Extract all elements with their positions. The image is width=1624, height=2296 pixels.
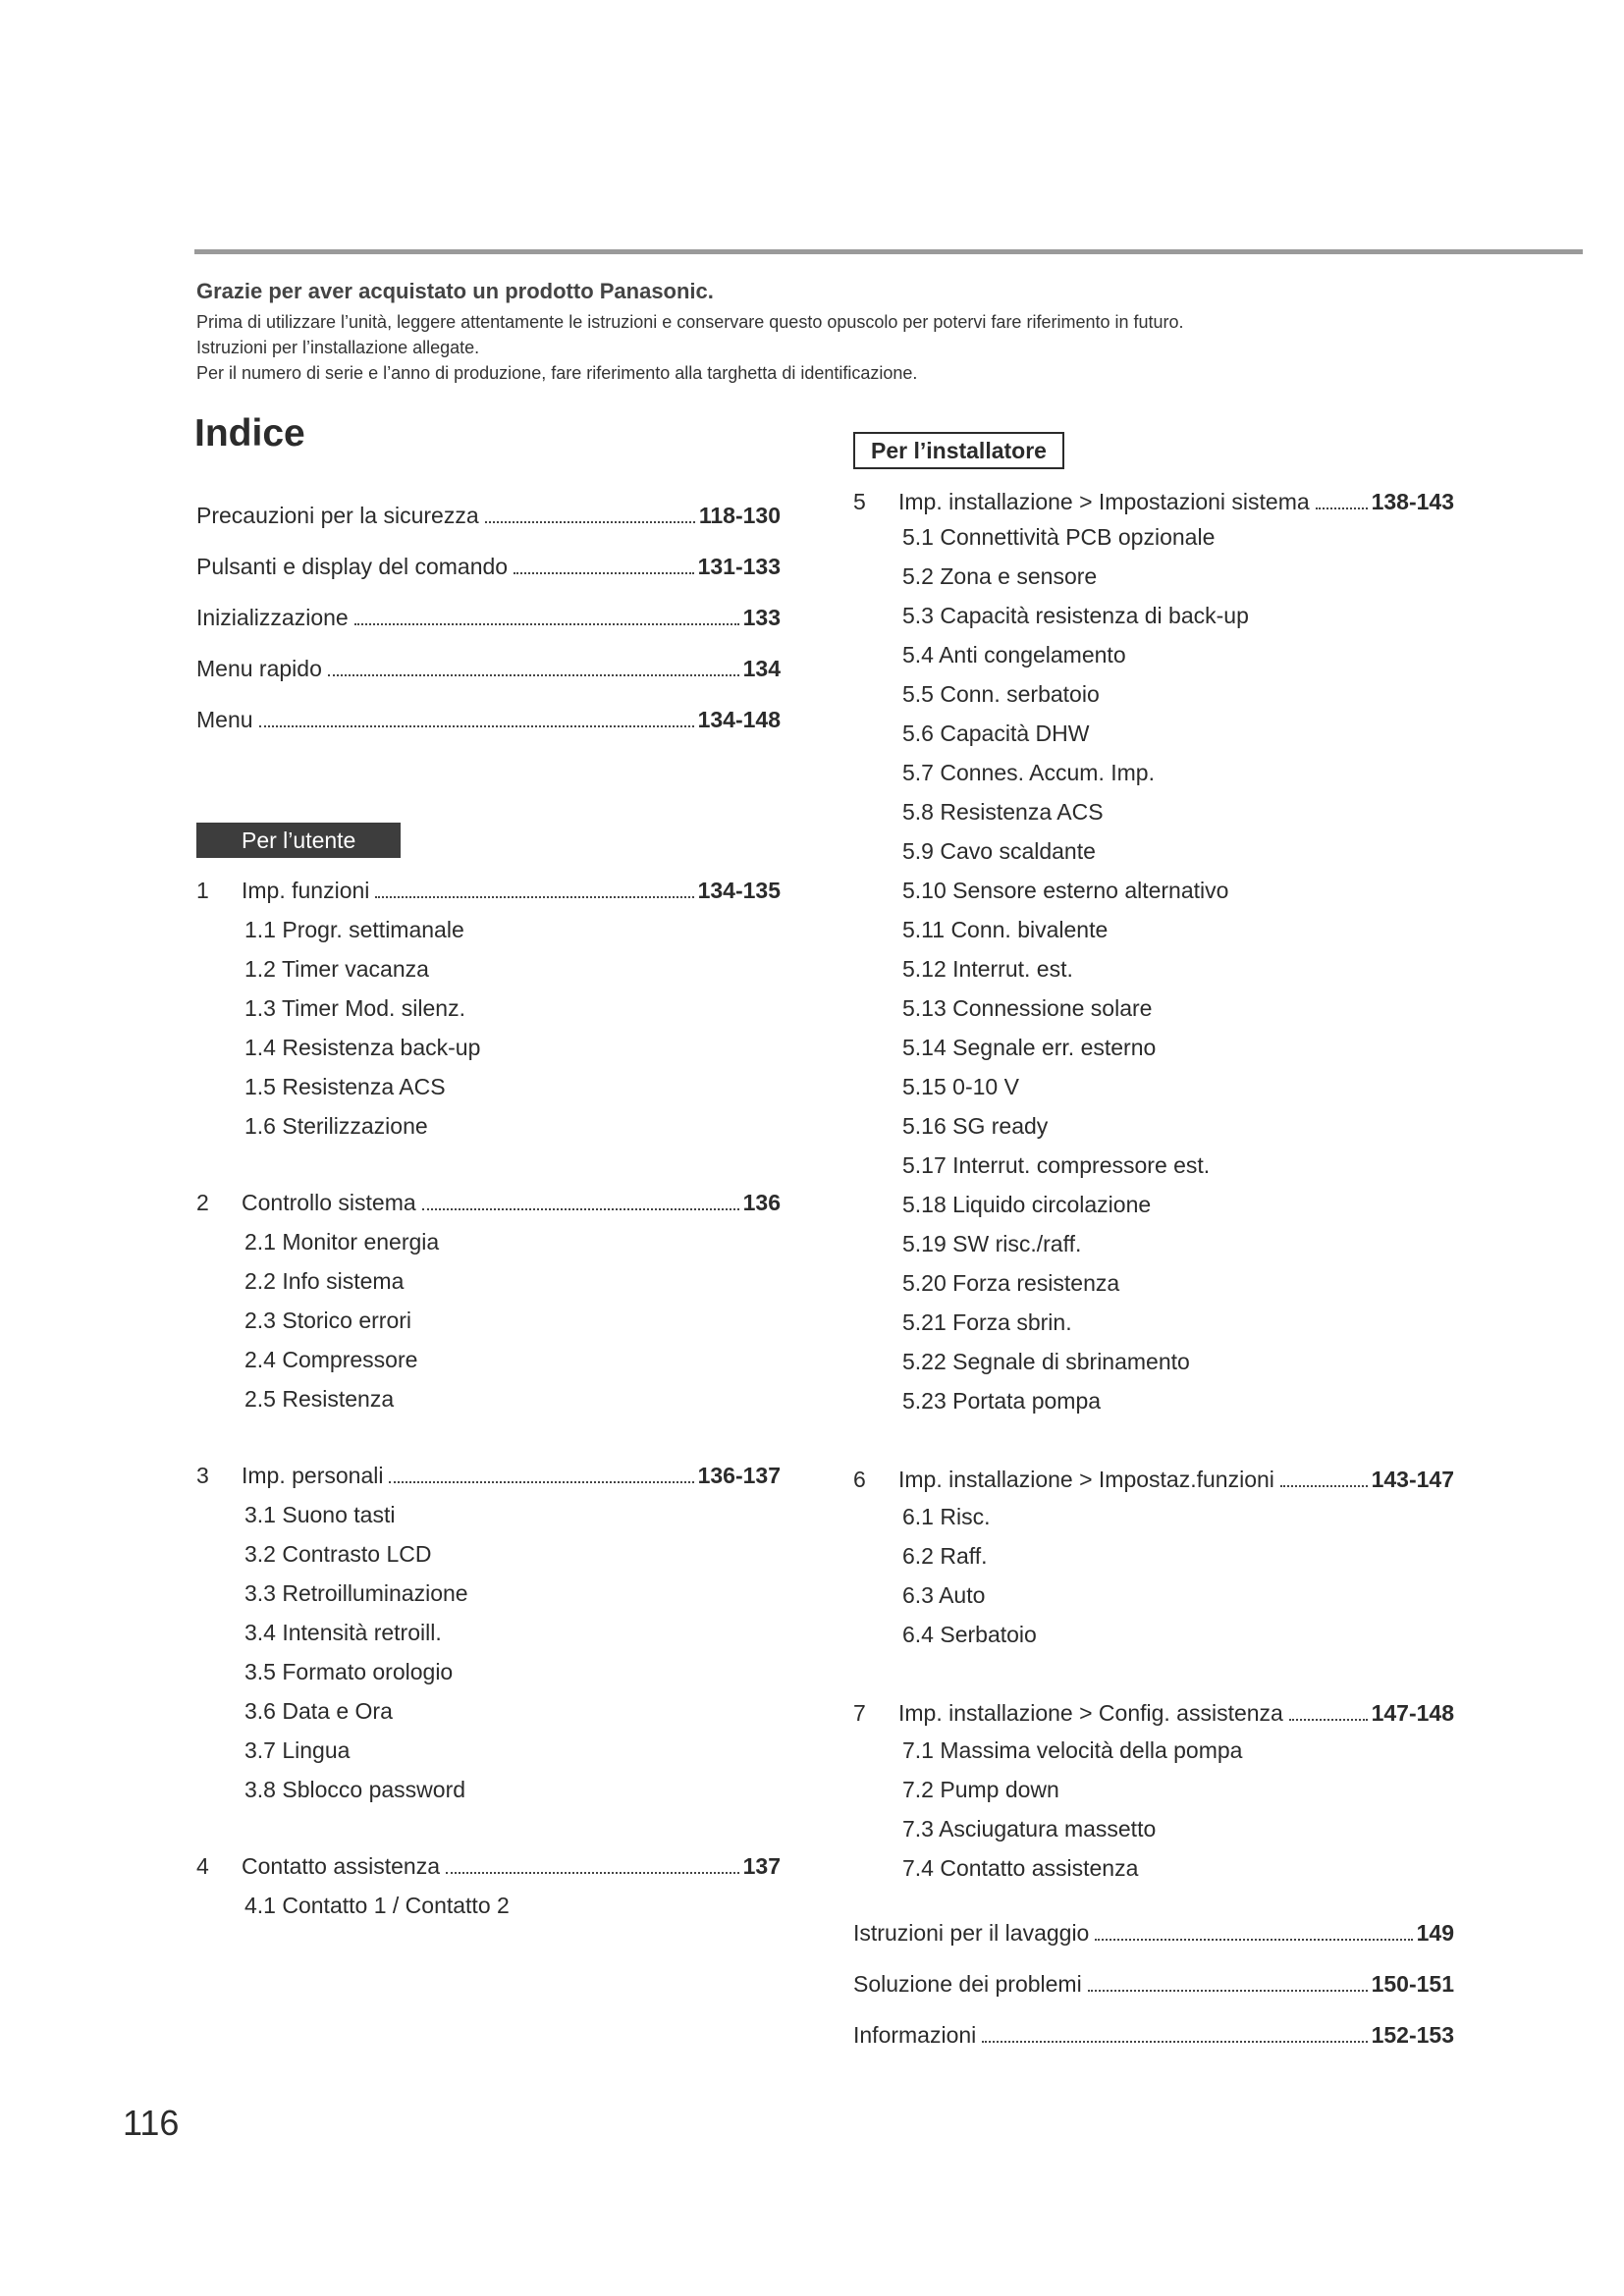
toc-subentry[interactable]: 3.3 Retroilluminazione [244, 1580, 468, 1606]
chapter-label: Imp. installazione > Impostaz.funzioni [898, 1467, 1274, 1492]
chapter-number: 4 [196, 1853, 209, 1879]
toc-subentry[interactable]: 5.1 Connettività PCB opzionale [902, 524, 1216, 550]
chapter-label: Imp. installazione > Impostazioni sistema [898, 489, 1310, 514]
toc-entry-pages: 134-148 [697, 707, 781, 732]
installer-section-badge: Per l’installatore [853, 432, 1064, 469]
toc-subentry[interactable]: 5.3 Capacità resistenza di back-up [902, 603, 1249, 628]
chapter-number: 3 [196, 1463, 209, 1488]
toc-subentry[interactable]: 5.12 Interrut. est. [902, 956, 1073, 982]
toc-subentry[interactable]: 5.16 SG ready [902, 1113, 1049, 1139]
left-column [196, 501, 781, 1930]
toc-entry-label: Inizializzazione [196, 605, 349, 630]
toc-entry-pages: 152-153 [1371, 2022, 1454, 2048]
toc-subentry[interactable]: 5.13 Connessione solare [902, 995, 1153, 1021]
toc-entry-pages: 150-151 [1371, 1971, 1454, 1997]
toc-subentry[interactable]: 1.3 Timer Mod. silenz. [244, 995, 465, 1021]
leader-dots [485, 521, 695, 523]
toc-group-5 [853, 487, 1454, 1415]
toc-entry-label: Precauzioni per la sicurezza [196, 503, 479, 528]
leader-dots [514, 572, 693, 574]
intro-line-3: Per il numero di serie e l’anno di produzione, fare riferimento alla targhetta di identificazione. [196, 363, 918, 383]
toc-subentry[interactable]: 3.6 Data e Ora [244, 1698, 393, 1724]
toc-subentry[interactable]: 3.2 Contrasto LCD [244, 1541, 432, 1567]
toc-subentry[interactable]: 5.18 Liquido circolazione [902, 1192, 1152, 1217]
toc-entry-pages: 118-130 [698, 503, 781, 528]
toc-subentry[interactable]: 5.14 Segnale err. esterno [902, 1035, 1157, 1060]
toc-subentry[interactable]: 3.5 Formato orologio [244, 1659, 454, 1684]
chapter-pages: 143-147 [1371, 1467, 1454, 1492]
toc-subentry[interactable]: 1.6 Sterilizzazione [244, 1113, 428, 1139]
chapter-pages: 136-137 [697, 1463, 781, 1488]
chapter-pages: 137 [742, 1853, 781, 1879]
toc-entry-pages: 149 [1416, 1920, 1454, 1946]
toc-entry-label: Menu [196, 707, 253, 732]
toc-subentry[interactable]: 1.1 Progr. settimanale [244, 917, 464, 942]
toc-subentry[interactable]: 5.8 Resistenza ACS [902, 799, 1104, 825]
toc-entry[interactable] [196, 501, 781, 530]
toc-entry[interactable] [196, 603, 781, 632]
leader-dots [328, 674, 739, 676]
toc-subentry[interactable]: 4.1 Contatto 1 / Contatto 2 [244, 1893, 510, 1918]
toc-group-1 [196, 876, 781, 1141]
toc-entry[interactable] [196, 654, 781, 683]
toc-chapter[interactable] [853, 1465, 1454, 1494]
toc-subentry[interactable]: 5.7 Connes. Accum. Imp. [902, 760, 1155, 785]
toc-subentry[interactable]: 5.6 Capacità DHW [902, 721, 1090, 746]
toc-entry-label: Istruzioni per il lavaggio [853, 1920, 1090, 1946]
toc-entry[interactable] [853, 2020, 1454, 2050]
chapter-pages: 136 [742, 1190, 781, 1215]
leader-dots [1316, 507, 1368, 509]
toc-entry[interactable] [196, 705, 781, 734]
toc-subentry[interactable]: 2.3 Storico errori [244, 1308, 412, 1333]
leader-dots [389, 1481, 693, 1483]
user-section-badge: Per l’utente [196, 823, 401, 858]
toc-subentry[interactable]: 7.1 Massima velocità della pompa [902, 1737, 1243, 1763]
right-column [853, 432, 1454, 2071]
toc-subentry[interactable]: 3.4 Intensità retroill. [244, 1620, 442, 1645]
chapter-pages: 147-148 [1371, 1700, 1454, 1726]
toc-subentry[interactable]: 5.11 Conn. bivalente [902, 917, 1109, 942]
leader-dots [1095, 1939, 1412, 1941]
page-number: 116 [123, 2103, 180, 2143]
toc-group-2 [196, 1188, 781, 1414]
toc-subentry[interactable]: 7.3 Asciugatura massetto [902, 1816, 1157, 1842]
toc-subentry[interactable]: 5.10 Sensore esterno alternativo [902, 878, 1229, 903]
intro-headline: Grazie per aver acquistato un prodotto Panasonic. [196, 279, 714, 303]
toc-subentry[interactable]: 5.22 Segnale di sbrinamento [902, 1349, 1190, 1374]
toc-subentry[interactable]: 5.23 Portata pompa [902, 1388, 1102, 1414]
toc-subentry[interactable]: 5.19 SW risc./raff. [902, 1231, 1082, 1256]
toc-subentry[interactable]: 2.2 Info sistema [244, 1268, 405, 1294]
toc-subentry[interactable]: 5.17 Interrut. compressore est. [902, 1152, 1211, 1178]
intro-line-2: Istruzioni per l’installazione allegate. [196, 338, 480, 357]
footer-entries [853, 1918, 1454, 2050]
toc-entry-label: Pulsanti e display del comando [196, 554, 509, 579]
toc-subentry[interactable]: 1.5 Resistenza ACS [244, 1074, 446, 1099]
toc-entry-pages: 131-133 [697, 554, 781, 579]
page-title: Indice [194, 412, 305, 454]
header-rule [194, 249, 1583, 254]
toc-entry-label: Soluzione dei problemi [853, 1971, 1082, 1997]
toc-subentry[interactable]: 2.4 Compressore [244, 1347, 418, 1372]
leader-dots [446, 1872, 739, 1874]
intro-line-1: Prima di utilizzare l’unità, leggere attentamente le istruzioni e conservare questo opuscolo per potervi fare riferimento in futuro. [196, 312, 1184, 332]
toc-chapter[interactable] [196, 1461, 781, 1490]
toc-chapter[interactable] [196, 1188, 781, 1217]
toc-subentry[interactable]: 6.2 Raff. [902, 1543, 988, 1569]
leader-dots [982, 2041, 1367, 2043]
toc-subentry[interactable]: 7.4 Contatto assistenza [902, 1855, 1139, 1881]
toc-subentry[interactable]: 2.1 Monitor energia [244, 1229, 440, 1255]
toc-subentry[interactable]: 2.5 Resistenza [244, 1386, 395, 1412]
toc-subentry[interactable]: 6.3 Auto [902, 1582, 986, 1608]
leader-dots [259, 725, 694, 727]
toc-group-6 [853, 1465, 1454, 1649]
toc-subentry[interactable]: 1.4 Resistenza back-up [244, 1035, 481, 1060]
toc-subentry[interactable]: 5.4 Anti congelamento [902, 642, 1126, 667]
toc-subentry[interactable]: 5.9 Cavo scaldante [902, 838, 1096, 864]
chapter-number: 2 [196, 1190, 209, 1215]
toc-entry-label: Informazioni [853, 2022, 977, 2048]
toc-chapter[interactable] [196, 876, 781, 905]
intro-block [196, 279, 1571, 389]
toc-entry-pages: 133 [742, 605, 781, 630]
toc-entry-label: Menu rapido [196, 656, 322, 681]
chapter-pages: 134-135 [697, 878, 781, 903]
toc-subentry[interactable]: 1.2 Timer vacanza [244, 956, 429, 982]
leader-dots [1280, 1485, 1368, 1487]
toc-subentry[interactable]: 6.4 Serbatoio [902, 1622, 1037, 1647]
toc-entry[interactable] [196, 552, 781, 581]
chapter-number: 5 [853, 489, 866, 514]
leader-dots [422, 1208, 739, 1210]
leader-dots [1289, 1719, 1368, 1721]
leader-dots [354, 623, 739, 625]
toc-subentry[interactable]: 5.20 Forza resistenza [902, 1270, 1120, 1296]
chapter-number: 1 [196, 878, 209, 903]
chapter-label: Imp. installazione > Config. assistenza [898, 1700, 1283, 1726]
leader-dots [1088, 1990, 1368, 1992]
toc-entry-pages: 134 [742, 656, 781, 681]
toc-chapter[interactable] [196, 1851, 781, 1881]
toc-subentry[interactable]: 5.21 Forza sbrin. [902, 1309, 1072, 1335]
chapter-pages: 138-143 [1371, 489, 1454, 514]
chapter-number: 7 [853, 1700, 866, 1726]
toc-subentry[interactable]: 7.2 Pump down [902, 1777, 1059, 1802]
chapter-label: Contatto assistenza [242, 1853, 441, 1879]
toc-subentry[interactable]: 5.15 0-10 V [902, 1074, 1019, 1099]
toc-chapter[interactable] [853, 487, 1454, 516]
chapter-label: Imp. funzioni [242, 878, 370, 903]
chapter-label: Controllo sistema [242, 1190, 416, 1215]
leader-dots [375, 896, 693, 898]
toc-entry[interactable] [853, 1918, 1454, 1948]
toc-entry[interactable] [853, 1969, 1454, 1999]
toc-subentry[interactable]: 3.1 Suono tasti [244, 1502, 396, 1527]
chapter-number: 6 [853, 1467, 866, 1492]
toc-subentry[interactable]: 5.2 Zona e sensore [902, 563, 1098, 589]
toc-subentry[interactable]: 3.7 Lingua [244, 1737, 351, 1763]
toc-chapter[interactable] [853, 1698, 1454, 1728]
toc-subentry[interactable]: 6.1 Risc. [902, 1504, 991, 1529]
chapter-label: Imp. personali [242, 1463, 384, 1488]
toc-group-4 [196, 1851, 781, 1920]
toc-group-3 [196, 1461, 781, 1804]
toc-group-7 [853, 1698, 1454, 1883]
toc-subentry[interactable]: 3.8 Sblocco password [244, 1777, 466, 1802]
toc-subentry[interactable]: 5.5 Conn. serbatoio [902, 681, 1100, 707]
